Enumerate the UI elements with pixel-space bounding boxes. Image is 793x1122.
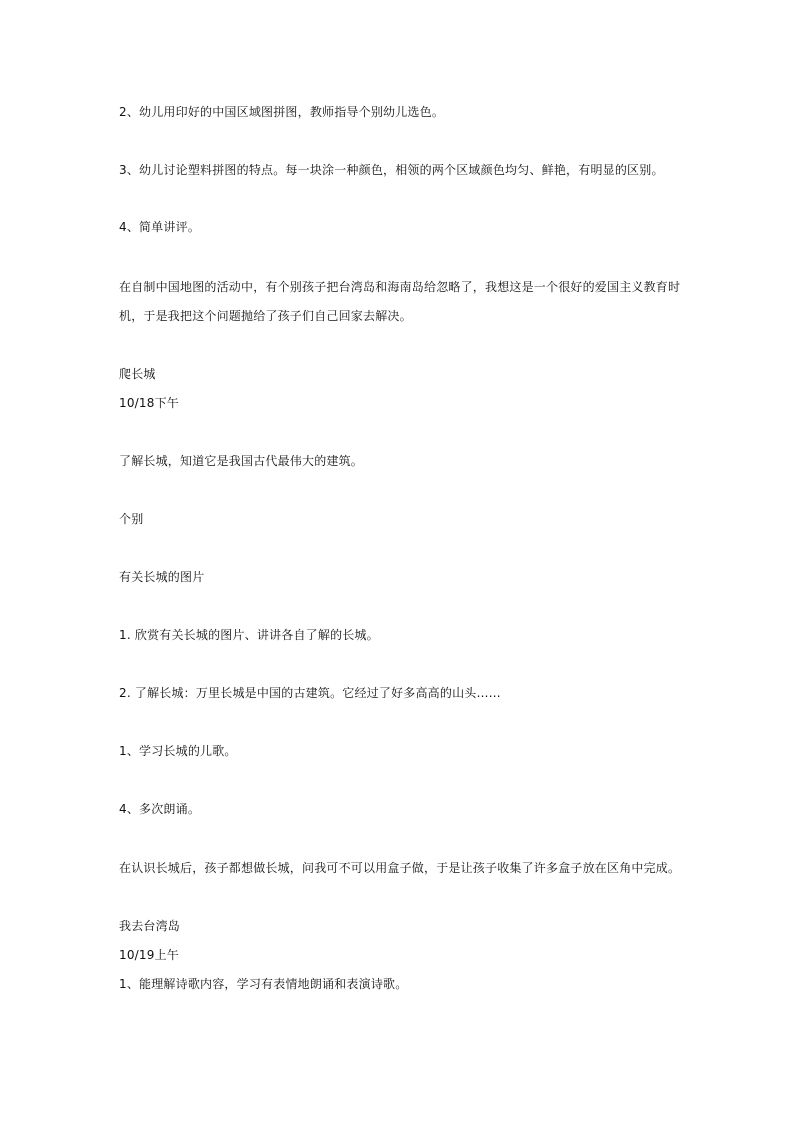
great-wall-step-2: 2. 了解长城：万里长城是中国的古建筑。它经过了好多高高的山头……: [119, 686, 501, 700]
activity-date-great-wall: 10/18下午: [119, 396, 179, 410]
great-wall-song: 1、学习长城的儿歌。: [119, 744, 237, 758]
activity-title-taiwan: 我去台湾岛: [119, 919, 181, 933]
step-3-discussion: 3、幼儿讨论塑料拼图的特点。每一块涂一种颜色，相领的两个区域颜色均匀、鲜艳，有明显的区别。: [119, 163, 664, 177]
great-wall-reflection: 在认识长城后，孩子都想做长城，问我可不可以用盒子做，于是让孩子收集了许多盒子放在区角中完成。: [119, 861, 681, 875]
activity-form: 个别: [119, 512, 144, 526]
activity-title-great-wall: 爬长城: [119, 367, 156, 381]
reflection-paragraph-line-2: 机，于是我把这个问题抛给了孩子们自己回家去解决。: [119, 309, 412, 323]
step-4-review: 4、简单讲评。: [119, 220, 201, 234]
activity-materials: 有关长城的图片: [119, 570, 205, 584]
step-2-puzzle-coloring: 2、幼儿用印好的中国区域图拼图，教师指导个别幼儿选色。: [119, 105, 445, 119]
great-wall-recite: 4、多次朗诵。: [119, 802, 201, 816]
reflection-paragraph-line-1: 在自制中国地图的活动中，有个别孩子把台湾岛和海南岛给忽略了，我想这是一个很好的爱国主义教育时: [119, 280, 681, 294]
great-wall-step-1: 1. 欣赏有关长城的图片、讲讲各自了解的长城。: [119, 628, 379, 642]
taiwan-goal-1: 1、能理解诗歌内容，学习有表情地朗诵和表演诗歌。: [119, 977, 408, 991]
activity-goal-great-wall: 了解长城，知道它是我国古代最伟大的建筑。: [119, 454, 364, 468]
activity-date-taiwan: 10/19上午: [119, 948, 179, 962]
